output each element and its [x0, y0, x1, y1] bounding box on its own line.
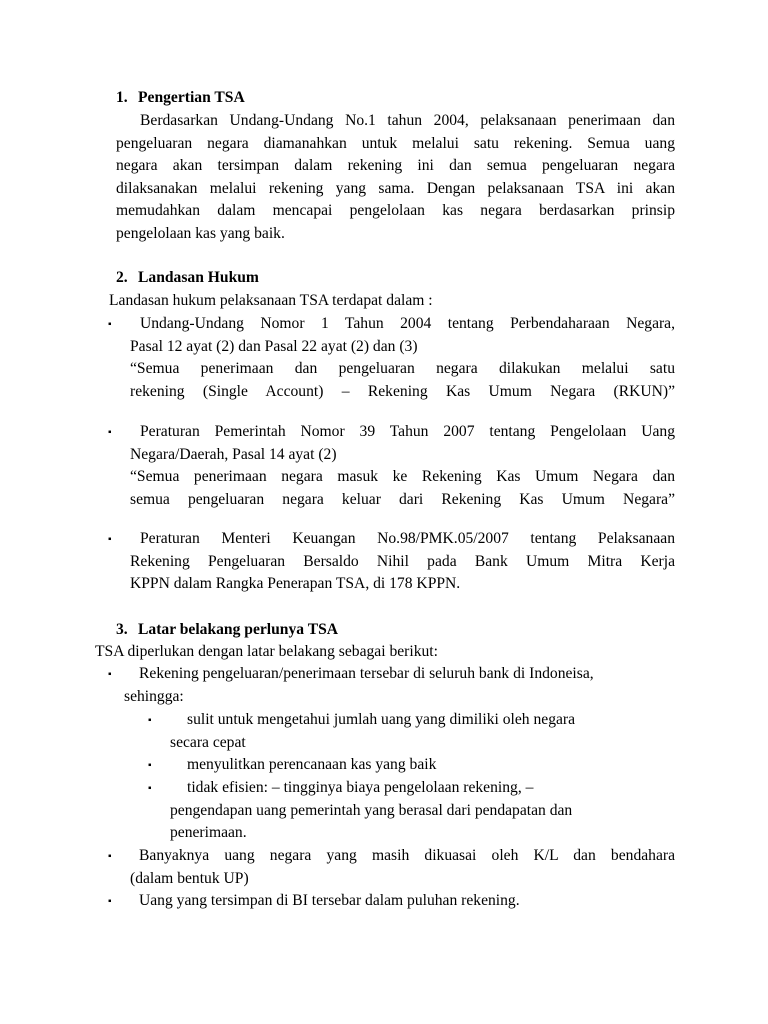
- quote-line: “Semua penerimaan dan pengeluaran negara dilakukan melalui satu: [130, 360, 675, 378]
- item-line: KPPN dalam Rangka Penerapan TSA, di 178 KPPN.: [130, 575, 461, 593]
- section-1-paragraph: [116, 110, 675, 246]
- section-1-number: 1.: [116, 89, 128, 106]
- section-3-item-3: Uang yang tersimpan di BI tersebar dalam puluhan rekening.: [139, 892, 520, 909]
- para-line: dilaksanakan melalui rekening yang sama. Dengan pelaksanaan TSA ini akan: [116, 179, 675, 197]
- quote-line: rekening (Single Account) – Rekening Kas Umum Negara (RKUN)”: [130, 382, 675, 400]
- section-1-heading: [116, 87, 245, 110]
- item-line: Undang-Undang Nomor 1 Tahun 2004 tentang Perbendaharaan Negara,: [140, 315, 675, 332]
- section-1-title: Pengertian TSA: [138, 89, 245, 106]
- para-line: Berdasarkan Undang-Undang No.1 tahun 2004, pelaksanaan penerimaan dan: [140, 112, 675, 129]
- section-2-heading: [116, 267, 259, 290]
- bullet-icon: ▪: [148, 715, 152, 726]
- quote-line: semua pengeluaran negara keluar dari Rekening Kas Umum Negara”: [130, 490, 675, 508]
- section-2-number: 2.: [116, 269, 128, 286]
- item-line: Pasal 12 ayat (2) dan Pasal 22 ayat (2) dan (3): [130, 337, 418, 355]
- item-line: Banyaknya uang negara yang masih dikuasai oleh K/L dan bendahara: [139, 847, 675, 864]
- bullet-icon: ▪: [108, 669, 112, 680]
- section-3-item-1-line-2: sehingga:: [124, 688, 184, 705]
- para-line: negara akan tersimpan dalam rekening ini dan semua pengeluaran negara: [116, 157, 675, 175]
- section-2-item-1: [130, 313, 675, 403]
- section-2-item-3: [130, 528, 675, 596]
- item-line: Peraturan Pemerintah Nomor 39 Tahun 2007 tentang Pengelolaan Uang: [140, 423, 675, 440]
- subitem-2-line-1: menyulitkan perencanaan kas yang baik: [187, 756, 437, 773]
- para-line: memudahkan dalam mencapai pengelolaan kas negara berdasarkan prinsip: [116, 202, 675, 220]
- section-2-title: Landasan Hukum: [138, 269, 259, 286]
- bullet-icon: ▪: [108, 534, 112, 545]
- bullet-icon: ▪: [108, 319, 112, 330]
- item-line: Negara/Daerah, Pasal 14 ayat (2): [130, 445, 337, 463]
- item-line: Peraturan Menteri Keuangan No.98/PMK.05/2007 tentang Pelaksanaan: [140, 530, 675, 547]
- quote-line: “Semua penerimaan negara masuk ke Rekening Kas Umum Negara dan: [130, 468, 675, 486]
- section-3-number: 3.: [116, 621, 128, 638]
- subitem-3-line-1: tidak efisien: – tingginya biaya pengelolaan rekening, –: [187, 779, 534, 796]
- para-line: pengelolaan kas yang baik.: [116, 224, 285, 242]
- item-line: Rekening Pengeluaran Bersaldo Nihil pada Bank Umum Mitra Kerja: [130, 552, 675, 570]
- section-3-intro: TSA diperlukan dengan latar belakang sebagai berikut:: [95, 643, 438, 660]
- section-2-intro: Landasan hukum pelaksanaan TSA terdapat dalam :: [109, 292, 433, 309]
- subitem-3-line-2: pengendapan uang pemerintah yang berasal dari pendapatan dan: [170, 802, 573, 819]
- section-3-item-2: [130, 845, 675, 890]
- bullet-icon: ▪: [108, 896, 112, 907]
- section-3-item-1-line-1: Rekening pengeluaran/penerimaan tersebar di seluruh bank di Indoneisa,: [139, 665, 594, 682]
- section-2-item-2: [130, 421, 675, 511]
- subitem-1-line-1: sulit untuk mengetahui jumlah uang yang dimiliki oleh negara: [187, 711, 576, 728]
- subitem-3-line-3: penerimaan.: [170, 824, 247, 841]
- para-line: pengeluaran negara diamanahkan untuk melalui satu rekening. Semua uang: [116, 134, 675, 152]
- subitem-1-line-2: secara cepat: [170, 734, 246, 751]
- bullet-icon: ▪: [148, 783, 152, 794]
- section-3-heading: [116, 619, 338, 642]
- bullet-icon: ▪: [108, 427, 112, 438]
- bullet-icon: ▪: [148, 760, 152, 771]
- item-line: (dalam bentuk UP): [130, 869, 249, 887]
- section-3-title: Latar belakang perlunya TSA: [138, 621, 339, 638]
- bullet-icon: ▪: [108, 851, 112, 862]
